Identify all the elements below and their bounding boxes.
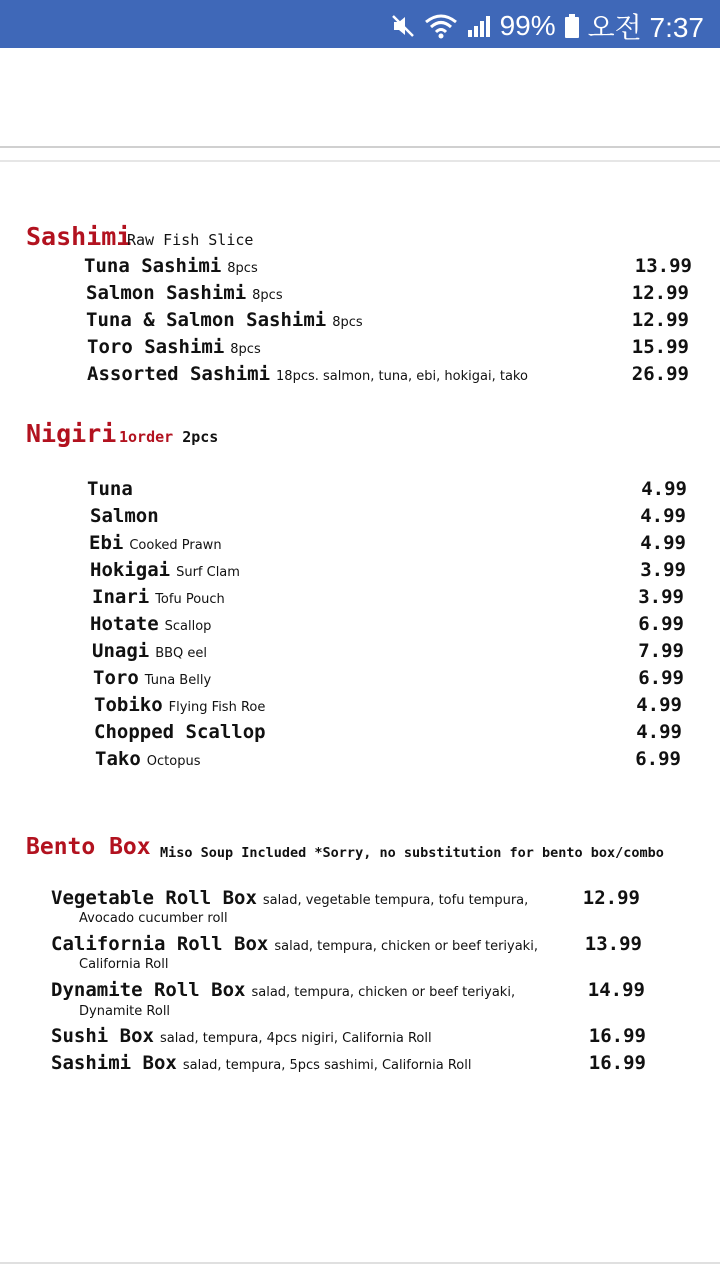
menu-price: 6.99: [635, 748, 681, 770]
wifi-icon: [424, 13, 458, 39]
menu-item: Assorted Sashimi 18pcs. salmon, tuna, ebi, hokigai, tako: [87, 363, 528, 385]
menu-price: 7.99: [638, 640, 684, 662]
menu-item: Vegetable Roll Box salad, vegetable tempura, tofu tempura,: [51, 887, 529, 909]
menu-price: 3.99: [638, 586, 684, 608]
menu-item: Toro Tuna Belly: [93, 667, 212, 689]
menu-price: 16.99: [588, 1025, 646, 1047]
top-divider-2: [0, 160, 720, 162]
menu-item: Ebi Cooked Prawn: [89, 532, 222, 554]
menu-item-desc-cont: Dynamite Roll: [79, 1004, 171, 1019]
nigiri-order-label: 1order: [119, 428, 174, 446]
app-top-band: [0, 48, 720, 146]
top-divider: [0, 146, 720, 148]
menu-item: Tuna: [87, 478, 133, 500]
battery-icon: [564, 13, 580, 39]
bottom-divider: [0, 1262, 720, 1264]
sashimi-subtitle: Raw Fish Slice: [127, 231, 254, 249]
menu-price: 14.99: [587, 979, 645, 1001]
status-bar: [0, 0, 720, 48]
menu-item: Hokigai Surf Clam: [90, 559, 240, 581]
menu-item: Sushi Box salad, tempura, 4pcs nigiri, California Roll: [51, 1025, 432, 1047]
menu-item: Chopped Scallop: [94, 721, 266, 743]
nigiri-order-qty: 2pcs: [182, 428, 219, 446]
menu-item: Dynamite Roll Box salad, tempura, chicken or beef teriyaki,: [51, 979, 516, 1001]
signal-icon: [466, 14, 492, 38]
menu-item: Salmon Sashimi 8pcs: [86, 282, 283, 304]
menu-item: Sashimi Box salad, tempura, 5pcs sashimi, California Roll: [51, 1052, 472, 1074]
nigiri-order-note: [119, 428, 218, 446]
bento-title: Bento Box: [26, 834, 151, 860]
battery-level: 99%: [499, 10, 556, 41]
menu-item: Tobiko Flying Fish Roe: [94, 694, 266, 716]
menu-item: Tuna & Salmon Sashimi 8pcs: [86, 309, 363, 331]
menu-item: Tuna Sashimi 8pcs: [84, 255, 258, 277]
menu-price: 12.99: [582, 887, 640, 909]
menu-price: 4.99: [636, 721, 682, 743]
sashimi-title: Sashimi: [26, 222, 132, 251]
menu-price: 12.99: [631, 309, 689, 331]
menu-price: 4.99: [640, 532, 686, 554]
status-icons: [390, 6, 704, 46]
clock: 오전 7:37: [587, 12, 704, 43]
menu-price: 13.99: [634, 255, 692, 277]
menu-price: 26.99: [631, 363, 689, 385]
menu-item: Unagi BBQ eel: [92, 640, 208, 662]
menu-price: 6.99: [638, 613, 684, 635]
menu-item: Toro Sashimi 8pcs: [87, 336, 261, 358]
mute-icon: [390, 13, 416, 39]
menu-price: 4.99: [636, 694, 682, 716]
menu-price: 12.99: [631, 282, 689, 304]
menu-item-desc-cont: California Roll: [79, 957, 169, 972]
bento-subtitle: Miso Soup Included *Sorry, no substitution for bento box/combo: [160, 845, 664, 861]
menu-price: 6.99: [638, 667, 684, 689]
menu-item-desc-cont: Avocado cucumber roll: [79, 911, 228, 926]
menu-price: 13.99: [584, 933, 642, 955]
menu-price: 4.99: [640, 505, 686, 527]
menu-item: Tako Octopus: [95, 748, 201, 770]
menu-price: 16.99: [588, 1052, 646, 1074]
menu-item: Inari Tofu Pouch: [92, 586, 225, 608]
menu-price: 4.99: [641, 478, 687, 500]
menu-item: Hotate Scallop: [90, 613, 212, 635]
nigiri-title: Nigiri: [26, 419, 117, 448]
menu-item: California Roll Box salad, tempura, chicken or beef teriyaki,: [51, 933, 538, 955]
menu-price: 15.99: [631, 336, 689, 358]
menu-item: Salmon: [90, 505, 159, 527]
menu-price: 3.99: [640, 559, 686, 581]
